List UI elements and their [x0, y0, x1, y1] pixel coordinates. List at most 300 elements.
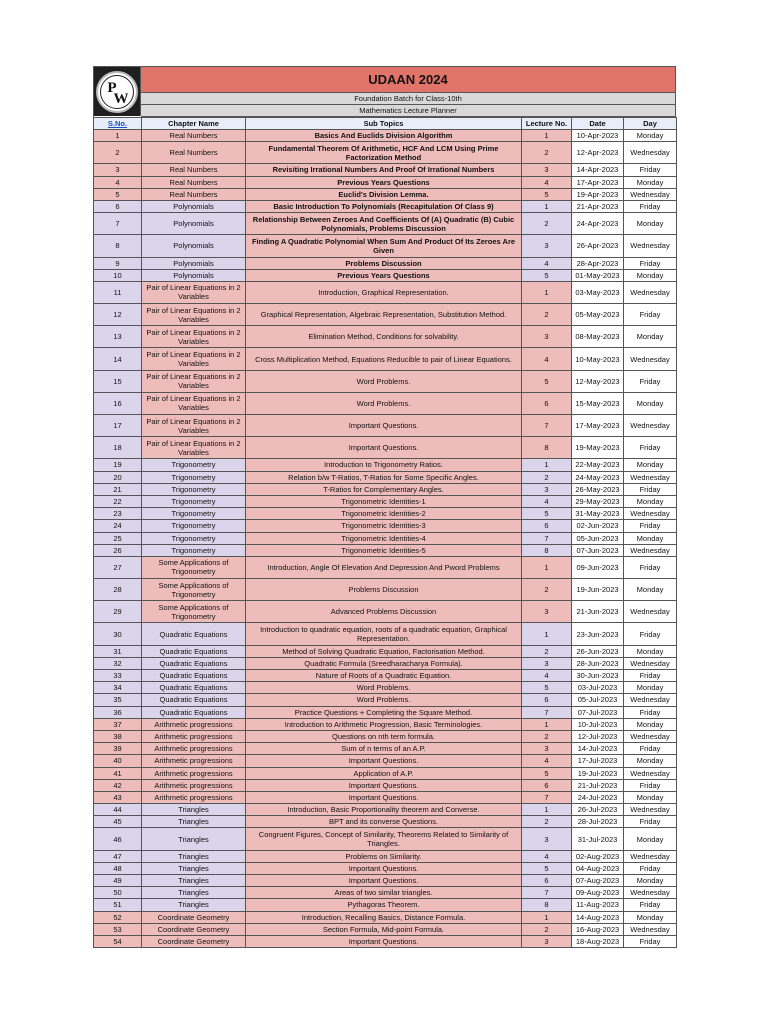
- cell-day: Wednesday: [624, 415, 677, 437]
- cell-day: Wednesday: [624, 850, 677, 862]
- cell-chapter: Polynomials: [142, 200, 246, 212]
- cell-sno: 16: [94, 392, 142, 414]
- table-row: [94, 579, 677, 601]
- cell-sno: 36: [94, 706, 142, 718]
- table-row: [94, 188, 677, 200]
- cell-lecture-no: 3: [522, 326, 572, 348]
- cell-subtopic: Important Questions.: [246, 755, 522, 767]
- cell-date: 17-Apr-2023: [572, 176, 624, 188]
- table-row: [94, 862, 677, 874]
- cell-day: Monday: [624, 828, 677, 850]
- cell-sno: 2: [94, 142, 142, 164]
- cell-date: 10-Jul-2023: [572, 718, 624, 730]
- table-body: [94, 130, 677, 948]
- cell-subtopic: Questions on nth term formula.: [246, 730, 522, 742]
- table-row: [94, 304, 677, 326]
- cell-chapter: Arithmetic progressions: [142, 779, 246, 791]
- cell-subtopic: Basics And Euclids Division Algorithm: [246, 130, 522, 142]
- cell-lecture-no: 2: [522, 471, 572, 483]
- cell-chapter: Arithmetic progressions: [142, 791, 246, 803]
- cell-chapter: Real Numbers: [142, 130, 246, 142]
- cell-chapter: Trigonometry: [142, 508, 246, 520]
- cell-day: Wednesday: [624, 923, 677, 935]
- cell-lecture-no: 2: [522, 304, 572, 326]
- cell-chapter: Real Numbers: [142, 188, 246, 200]
- cell-date: 24-Apr-2023: [572, 213, 624, 235]
- cell-lecture-no: 3: [522, 483, 572, 495]
- table-row: [94, 164, 677, 176]
- cell-subtopic: Problems Discussion: [246, 257, 522, 269]
- planner-subtitle: Mathematics Lecture Planner: [141, 105, 675, 117]
- cell-day: Friday: [624, 862, 677, 874]
- cell-day: Wednesday: [624, 694, 677, 706]
- cell-chapter: Triangles: [142, 816, 246, 828]
- cell-lecture-no: 1: [522, 556, 572, 578]
- cell-sno: 35: [94, 694, 142, 706]
- cell-sno: 15: [94, 370, 142, 392]
- cell-subtopic: Method of Solving Quadratic Equation, Factorisation Method.: [246, 645, 522, 657]
- cell-subtopic: Cross Multiplication Method, Equations Reducible to pair of Linear Equations.: [246, 348, 522, 370]
- cell-day: Monday: [624, 682, 677, 694]
- cell-subtopic: Euclid's Division Lemma.: [246, 188, 522, 200]
- cell-chapter: Coordinate Geometry: [142, 911, 246, 923]
- cell-lecture-no: 8: [522, 899, 572, 911]
- cell-day: Monday: [624, 326, 677, 348]
- cell-sno: 47: [94, 850, 142, 862]
- cell-sno: 9: [94, 257, 142, 269]
- cell-lecture-no: 5: [522, 862, 572, 874]
- cell-day: Monday: [624, 875, 677, 887]
- cell-day: Wednesday: [624, 601, 677, 623]
- cell-date: 19-May-2023: [572, 437, 624, 459]
- table-row: [94, 281, 677, 303]
- cell-chapter: Real Numbers: [142, 176, 246, 188]
- cell-date: 05-Jun-2023: [572, 532, 624, 544]
- cell-subtopic: Introduction, Basic Proportionality theorem and Converse.: [246, 804, 522, 816]
- cell-subtopic: Nature of Roots of a Quadratic Equation.: [246, 670, 522, 682]
- cell-date: 02-Jun-2023: [572, 520, 624, 532]
- table-row: [94, 791, 677, 803]
- table-row: [94, 415, 677, 437]
- table-row: [94, 200, 677, 212]
- table-row: [94, 706, 677, 718]
- cell-subtopic: Introduction, Graphical Representation.: [246, 281, 522, 303]
- cell-day: Friday: [624, 899, 677, 911]
- cell-sno: 4: [94, 176, 142, 188]
- cell-chapter: Triangles: [142, 804, 246, 816]
- cell-day: Wednesday: [624, 508, 677, 520]
- cell-chapter: Polynomials: [142, 235, 246, 257]
- cell-lecture-no: 2: [522, 579, 572, 601]
- cell-chapter: Pair of Linear Equations in 2 Variables: [142, 304, 246, 326]
- cell-day: Friday: [624, 556, 677, 578]
- cell-subtopic: Important Questions.: [246, 415, 522, 437]
- cell-date: 31-Jul-2023: [572, 828, 624, 850]
- cell-date: 30-Jun-2023: [572, 670, 624, 682]
- cell-sno: 11: [94, 281, 142, 303]
- cell-chapter: Pair of Linear Equations in 2 Variables: [142, 348, 246, 370]
- cell-chapter: Quadratic Equations: [142, 706, 246, 718]
- cell-date: 26-May-2023: [572, 483, 624, 495]
- cell-lecture-no: 6: [522, 520, 572, 532]
- cell-lecture-no: 2: [522, 142, 572, 164]
- cell-subtopic: Basic Introduction To Polynomials (Recapitulation Of Class 9): [246, 200, 522, 212]
- cell-lecture-no: 6: [522, 875, 572, 887]
- cell-lecture-no: 3: [522, 164, 572, 176]
- cell-subtopic: Section Formula, Mid-point Formula.: [246, 923, 522, 935]
- cell-date: 21-Jul-2023: [572, 779, 624, 791]
- table-row: [94, 471, 677, 483]
- table-row: [94, 911, 677, 923]
- cell-subtopic: Trigonometric Identities-2: [246, 508, 522, 520]
- cell-sno: 8: [94, 235, 142, 257]
- cell-day: Monday: [624, 213, 677, 235]
- cell-date: 07-Aug-2023: [572, 875, 624, 887]
- cell-chapter: Pair of Linear Equations in 2 Variables: [142, 415, 246, 437]
- cell-lecture-no: 7: [522, 791, 572, 803]
- cell-date: 17-Jul-2023: [572, 755, 624, 767]
- cell-day: Wednesday: [624, 887, 677, 899]
- cell-sno: 3: [94, 164, 142, 176]
- cell-date: 14-Apr-2023: [572, 164, 624, 176]
- cell-chapter: Coordinate Geometry: [142, 923, 246, 935]
- cell-day: Wednesday: [624, 188, 677, 200]
- cell-day: Friday: [624, 706, 677, 718]
- cell-lecture-no: 5: [522, 269, 572, 281]
- cell-lecture-no: 8: [522, 544, 572, 556]
- table-row: [94, 483, 677, 495]
- table-row: [94, 850, 677, 862]
- cell-day: Monday: [624, 579, 677, 601]
- cell-chapter: Quadratic Equations: [142, 657, 246, 669]
- cell-chapter: Pair of Linear Equations in 2 Variables: [142, 437, 246, 459]
- cell-date: 19-Apr-2023: [572, 188, 624, 200]
- cell-sno: 22: [94, 495, 142, 507]
- cell-subtopic: Important Questions.: [246, 779, 522, 791]
- page-title: UDAAN 2024: [141, 67, 675, 93]
- cell-date: 28-Jul-2023: [572, 816, 624, 828]
- cell-subtopic: Introduction to Arithmetic Progression, Basic Terminologies.: [246, 718, 522, 730]
- table-row: [94, 767, 677, 779]
- cell-lecture-no: 2: [522, 213, 572, 235]
- cell-day: Monday: [624, 269, 677, 281]
- cell-chapter: Pair of Linear Equations in 2 Variables: [142, 326, 246, 348]
- cell-date: 15-May-2023: [572, 392, 624, 414]
- cell-chapter: Trigonometry: [142, 483, 246, 495]
- cell-day: Wednesday: [624, 730, 677, 742]
- cell-date: 28-Jun-2023: [572, 657, 624, 669]
- cell-subtopic: Elimination Method, Conditions for solvability.: [246, 326, 522, 348]
- cell-sno: 20: [94, 471, 142, 483]
- table-row: [94, 816, 677, 828]
- cell-lecture-no: 1: [522, 911, 572, 923]
- cell-lecture-no: 2: [522, 923, 572, 935]
- cell-chapter: Trigonometry: [142, 495, 246, 507]
- cell-subtopic: Fundamental Theorem Of Arithmetic, HCF And LCM Using Prime Factorization Method: [246, 142, 522, 164]
- cell-date: 31-May-2023: [572, 508, 624, 520]
- cell-date: 04-Aug-2023: [572, 862, 624, 874]
- cell-subtopic: Introduction, Recalling Basics, Distance Formula.: [246, 911, 522, 923]
- cell-sno: 41: [94, 767, 142, 779]
- lecture-planner-sheet: [93, 66, 676, 948]
- cell-date: 14-Jul-2023: [572, 743, 624, 755]
- cell-lecture-no: 4: [522, 755, 572, 767]
- cell-chapter: Arithmetic progressions: [142, 755, 246, 767]
- cell-chapter: Arithmetic progressions: [142, 730, 246, 742]
- cell-lecture-no: 2: [522, 645, 572, 657]
- cell-date: 26-Apr-2023: [572, 235, 624, 257]
- cell-date: 26-Jun-2023: [572, 645, 624, 657]
- table-row: [94, 556, 677, 578]
- cell-date: 28-Apr-2023: [572, 257, 624, 269]
- cell-subtopic: Advanced Problems Discussion: [246, 601, 522, 623]
- cell-chapter: Some Applications of Trigonometry: [142, 579, 246, 601]
- cell-date: 12-May-2023: [572, 370, 624, 392]
- cell-lecture-no: 7: [522, 706, 572, 718]
- cell-lecture-no: 4: [522, 176, 572, 188]
- cell-date: 26-Jul-2023: [572, 804, 624, 816]
- cell-date: 18-Aug-2023: [572, 935, 624, 947]
- table-row: [94, 326, 677, 348]
- table-row: [94, 730, 677, 742]
- cell-date: 07-Jul-2023: [572, 706, 624, 718]
- cell-subtopic: Important Questions.: [246, 935, 522, 947]
- planner-header: [93, 66, 676, 117]
- svg-text:P: P: [107, 79, 117, 96]
- cell-sno: 7: [94, 213, 142, 235]
- cell-sno: 38: [94, 730, 142, 742]
- cell-date: 17-May-2023: [572, 415, 624, 437]
- table-row: [94, 392, 677, 414]
- cell-chapter: Pair of Linear Equations in 2 Variables: [142, 281, 246, 303]
- cell-lecture-no: 4: [522, 670, 572, 682]
- cell-chapter: Coordinate Geometry: [142, 935, 246, 947]
- cell-day: Friday: [624, 483, 677, 495]
- cell-day: Monday: [624, 791, 677, 803]
- cell-sno: 5: [94, 188, 142, 200]
- cell-day: Wednesday: [624, 657, 677, 669]
- table-row: [94, 370, 677, 392]
- cell-chapter: Real Numbers: [142, 164, 246, 176]
- cell-date: 16-Aug-2023: [572, 923, 624, 935]
- cell-lecture-no: 3: [522, 657, 572, 669]
- cell-subtopic: Introduction, Angle Of Elevation And Depression And Pword Problems: [246, 556, 522, 578]
- cell-date: 01-May-2023: [572, 269, 624, 281]
- cell-subtopic: Word Problems.: [246, 694, 522, 706]
- cell-sno: 27: [94, 556, 142, 578]
- cell-sno: 24: [94, 520, 142, 532]
- cell-subtopic: Areas of two similar triangles.: [246, 887, 522, 899]
- cell-sno: 50: [94, 887, 142, 899]
- cell-sno: 46: [94, 828, 142, 850]
- cell-sno: 26: [94, 544, 142, 556]
- table-row: [94, 495, 677, 507]
- cell-chapter: Trigonometry: [142, 459, 246, 471]
- cell-day: Monday: [624, 130, 677, 142]
- cell-lecture-no: 3: [522, 235, 572, 257]
- cell-lecture-no: 4: [522, 257, 572, 269]
- cell-date: 24-May-2023: [572, 471, 624, 483]
- cell-sno: 6: [94, 200, 142, 212]
- cell-lecture-no: 7: [522, 415, 572, 437]
- cell-chapter: Triangles: [142, 899, 246, 911]
- cell-day: Friday: [624, 623, 677, 645]
- table-row: [94, 694, 677, 706]
- cell-lecture-no: 1: [522, 804, 572, 816]
- column-header-sno[interactable]: S.No.: [94, 118, 142, 130]
- table-row: [94, 142, 677, 164]
- cell-sno: 53: [94, 923, 142, 935]
- cell-chapter: Quadratic Equations: [142, 694, 246, 706]
- cell-subtopic: Trigonometric Identities-3: [246, 520, 522, 532]
- cell-sno: 54: [94, 935, 142, 947]
- cell-lecture-no: 3: [522, 828, 572, 850]
- cell-chapter: Arithmetic progressions: [142, 743, 246, 755]
- cell-subtopic: Quadratic Formula (Sreedharacharya Formula).: [246, 657, 522, 669]
- cell-chapter: Triangles: [142, 862, 246, 874]
- cell-lecture-no: 6: [522, 694, 572, 706]
- cell-date: 11-Aug-2023: [572, 899, 624, 911]
- cell-sno: 45: [94, 816, 142, 828]
- cell-date: 14-Aug-2023: [572, 911, 624, 923]
- cell-chapter: Polynomials: [142, 257, 246, 269]
- cell-day: Wednesday: [624, 348, 677, 370]
- lecture-table: [93, 117, 677, 948]
- column-header-chapter: Chapter Name: [142, 118, 246, 130]
- cell-subtopic: Problems Discussion: [246, 579, 522, 601]
- cell-date: 10-Apr-2023: [572, 130, 624, 142]
- cell-day: Monday: [624, 495, 677, 507]
- cell-day: Monday: [624, 532, 677, 544]
- cell-chapter: Some Applications of Trigonometry: [142, 556, 246, 578]
- cell-date: 22-May-2023: [572, 459, 624, 471]
- cell-chapter: Triangles: [142, 875, 246, 887]
- table-row: [94, 923, 677, 935]
- table-row: [94, 176, 677, 188]
- table-row: [94, 235, 677, 257]
- cell-date: 23-Jun-2023: [572, 623, 624, 645]
- cell-lecture-no: 1: [522, 459, 572, 471]
- cell-date: 12-Apr-2023: [572, 142, 624, 164]
- cell-subtopic: Important Questions.: [246, 875, 522, 887]
- table-row: [94, 682, 677, 694]
- cell-sno: 32: [94, 657, 142, 669]
- cell-lecture-no: 3: [522, 601, 572, 623]
- table-row: [94, 544, 677, 556]
- cell-lecture-no: 6: [522, 779, 572, 791]
- cell-sno: 14: [94, 348, 142, 370]
- cell-date: 09-Jun-2023: [572, 556, 624, 578]
- cell-sno: 34: [94, 682, 142, 694]
- cell-date: 10-May-2023: [572, 348, 624, 370]
- cell-subtopic: Word Problems.: [246, 682, 522, 694]
- cell-chapter: Trigonometry: [142, 544, 246, 556]
- cell-day: Monday: [624, 718, 677, 730]
- cell-lecture-no: 1: [522, 623, 572, 645]
- cell-day: Friday: [624, 164, 677, 176]
- cell-sno: 48: [94, 862, 142, 874]
- cell-subtopic: Finding A Quadratic Polynomial When Sum And Product Of Its Zeroes Are Given: [246, 235, 522, 257]
- cell-chapter: Triangles: [142, 850, 246, 862]
- cell-lecture-no: 3: [522, 935, 572, 947]
- cell-sno: 49: [94, 875, 142, 887]
- cell-day: Friday: [624, 520, 677, 532]
- cell-date: 07-Jun-2023: [572, 544, 624, 556]
- cell-date: 19-Jul-2023: [572, 767, 624, 779]
- cell-chapter: Pair of Linear Equations in 2 Variables: [142, 392, 246, 414]
- cell-day: Monday: [624, 911, 677, 923]
- cell-subtopic: Introduction to quadratic equation, roots of a quadratic equation, Graphical Representation.: [246, 623, 522, 645]
- cell-sno: 42: [94, 779, 142, 791]
- pw-logo: [94, 67, 141, 116]
- cell-subtopic: Trigonometric Identities-1: [246, 495, 522, 507]
- cell-subtopic: BPT and its converse Questions.: [246, 816, 522, 828]
- batch-subtitle: Foundation Batch for Class-10th: [141, 93, 675, 105]
- cell-day: Friday: [624, 257, 677, 269]
- cell-chapter: Trigonometry: [142, 471, 246, 483]
- cell-day: Friday: [624, 304, 677, 326]
- table-header-row: [94, 118, 677, 130]
- cell-day: Wednesday: [624, 235, 677, 257]
- cell-sno: 52: [94, 911, 142, 923]
- cell-subtopic: Previous Years Questions: [246, 269, 522, 281]
- table-row: [94, 657, 677, 669]
- cell-date: 08-May-2023: [572, 326, 624, 348]
- cell-chapter: Pair of Linear Equations in 2 Variables: [142, 370, 246, 392]
- cell-chapter: Quadratic Equations: [142, 670, 246, 682]
- table-row: [94, 348, 677, 370]
- cell-chapter: Arithmetic progressions: [142, 767, 246, 779]
- cell-date: 21-Apr-2023: [572, 200, 624, 212]
- table-row: [94, 804, 677, 816]
- cell-day: Wednesday: [624, 471, 677, 483]
- cell-subtopic: T-Ratios for Complementary Angles.: [246, 483, 522, 495]
- cell-chapter: Quadratic Equations: [142, 645, 246, 657]
- cell-subtopic: Trigonometric Identities-5: [246, 544, 522, 556]
- table-row: [94, 437, 677, 459]
- table-row: [94, 828, 677, 850]
- cell-day: Monday: [624, 459, 677, 471]
- table-row: [94, 269, 677, 281]
- cell-sno: 31: [94, 645, 142, 657]
- cell-lecture-no: 1: [522, 718, 572, 730]
- cell-sno: 21: [94, 483, 142, 495]
- cell-sno: 13: [94, 326, 142, 348]
- column-header-day: Day: [624, 118, 677, 130]
- cell-subtopic: Congruent Figures, Concept of Similarity, Theorems Related to Similarity of Triangles.: [246, 828, 522, 850]
- column-header-lecture-no: Lecture No.: [522, 118, 572, 130]
- cell-chapter: Polynomials: [142, 269, 246, 281]
- table-row: [94, 755, 677, 767]
- cell-subtopic: Practice Questions + Completing the Square Method.: [246, 706, 522, 718]
- cell-sno: 43: [94, 791, 142, 803]
- table-row: [94, 875, 677, 887]
- cell-date: 21-Jun-2023: [572, 601, 624, 623]
- cell-lecture-no: 5: [522, 508, 572, 520]
- cell-day: Friday: [624, 935, 677, 947]
- cell-sno: 10: [94, 269, 142, 281]
- cell-date: 19-Jun-2023: [572, 579, 624, 601]
- cell-day: Wednesday: [624, 281, 677, 303]
- cell-subtopic: Pythagoras Theorem.: [246, 899, 522, 911]
- cell-sno: 12: [94, 304, 142, 326]
- cell-day: Friday: [624, 743, 677, 755]
- cell-subtopic: Sum of n terms of an A.P.: [246, 743, 522, 755]
- cell-day: Wednesday: [624, 142, 677, 164]
- cell-day: Friday: [624, 779, 677, 791]
- cell-day: Wednesday: [624, 544, 677, 556]
- cell-day: Monday: [624, 755, 677, 767]
